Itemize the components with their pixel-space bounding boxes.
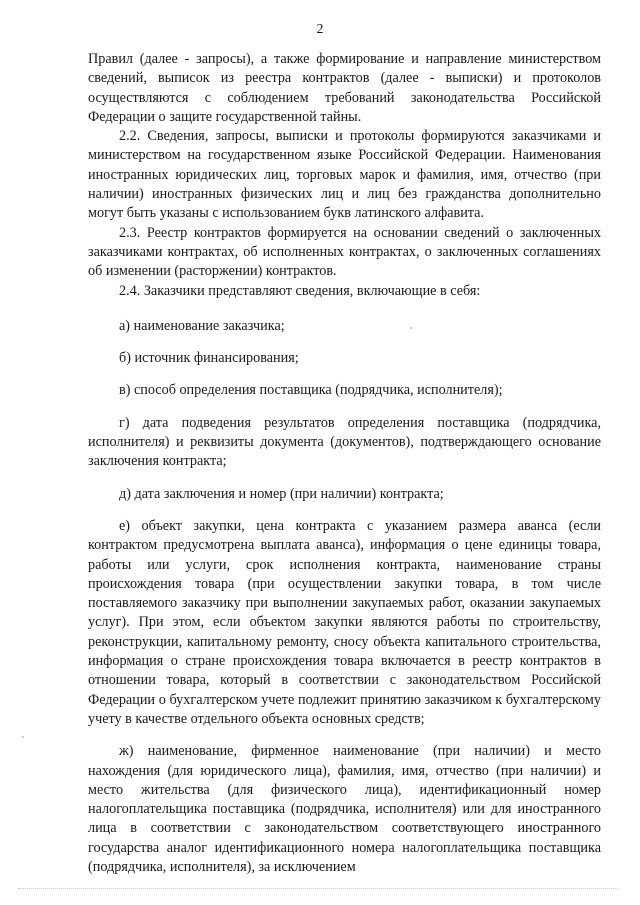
list-item-e: е) объект закупки, цена контракта с указанием размера аванса (если контрактом предусмотрена выплата аванса), информация о цене единицы товара, работы или услуги, срок исполнения контракта, наименование страны происхождения товара (при осуществлении закупки товара, в том числе поставляемого заказчику при выполнении закупаемых работ, оказании закупаемых услуг). При этом, если объектом закупки являются работы по строительству, реконструкции, капитальному ремонту, сносу объекта капитального строительства, информация о стране происхождения товара включается в реестр контрактов в отношении товара, который в соответствии с законодательством Российской Федерации о бухгалтерском учете подлежит принятию заказчиком к бухгалтерскому учету в качестве отдельного объекта основных средств;	[88, 517, 601, 727]
paragraph-2-4: 2.4. Заказчики представляют сведения, включающие в себя:	[119, 282, 481, 299]
paragraph-continuation: Правил (далее - запросы), а также формирование и направление министерством сведений, выписок из реестра контрактов (далее - выписки) и протоколов осуществляются с соблюдением требований законодательства Российской Федерации о защите государственной тайны.	[88, 51, 601, 125]
document-body	[88, 50, 601, 877]
paragraph-2-2: 2.2. Сведения, запросы, выписки и протоколы формируются заказчиками и министерством на государственном языке Российской Федерации. Наименования иностранных юридических лиц, торговых марок и фамилия, имя, отчество (при наличии) иностранных физических лиц и лиц без гражданства дополнительно могут быть указаны с использованием букв латинского алфавита.	[88, 128, 601, 222]
list-item-v: в) способ определения поставщика (подрядчика, исполнителя);	[119, 382, 503, 399]
scan-edge-noise	[18, 888, 618, 892]
list-item-d: д) дата заключения и номер (при наличии) контракта;	[119, 485, 444, 502]
list-item-g: г) дата подведения результатов определения поставщика (подрядчика, исполнителя) и реквизиты документа (документов), подтверждающего основание заключения контракта;	[88, 414, 601, 470]
scan-speck	[410, 327, 412, 329]
list-item-a: а) наименование заказчика;	[119, 317, 285, 334]
page-number: 2	[316, 22, 324, 37]
scan-speck	[22, 736, 24, 738]
list-item-zh: ж) наименование, фирменное наименование (при наличии) и место нахождения (для юридического лица), фамилия, имя, отчество (при наличии) и место жительства (для физического лица), идентификационный номер налогоплательщика поставщика (подрядчика, исполнителя) или для иностранного лица в соответствии с законодательством соответствующего иностранного государства аналог идентификационного номера налогоплательщика поставщика (подрядчика, исполнителя), за исключением	[88, 743, 601, 875]
list-item-b: б) источник финансирования;	[119, 350, 299, 367]
paragraph-2-3: 2.3. Реестр контрактов формируется на основании сведений о заключенных заказчиками контрактах, об исполненных контрактах, о заключенных соглашениях об изменении (расторжении) контрактов.	[88, 224, 601, 280]
